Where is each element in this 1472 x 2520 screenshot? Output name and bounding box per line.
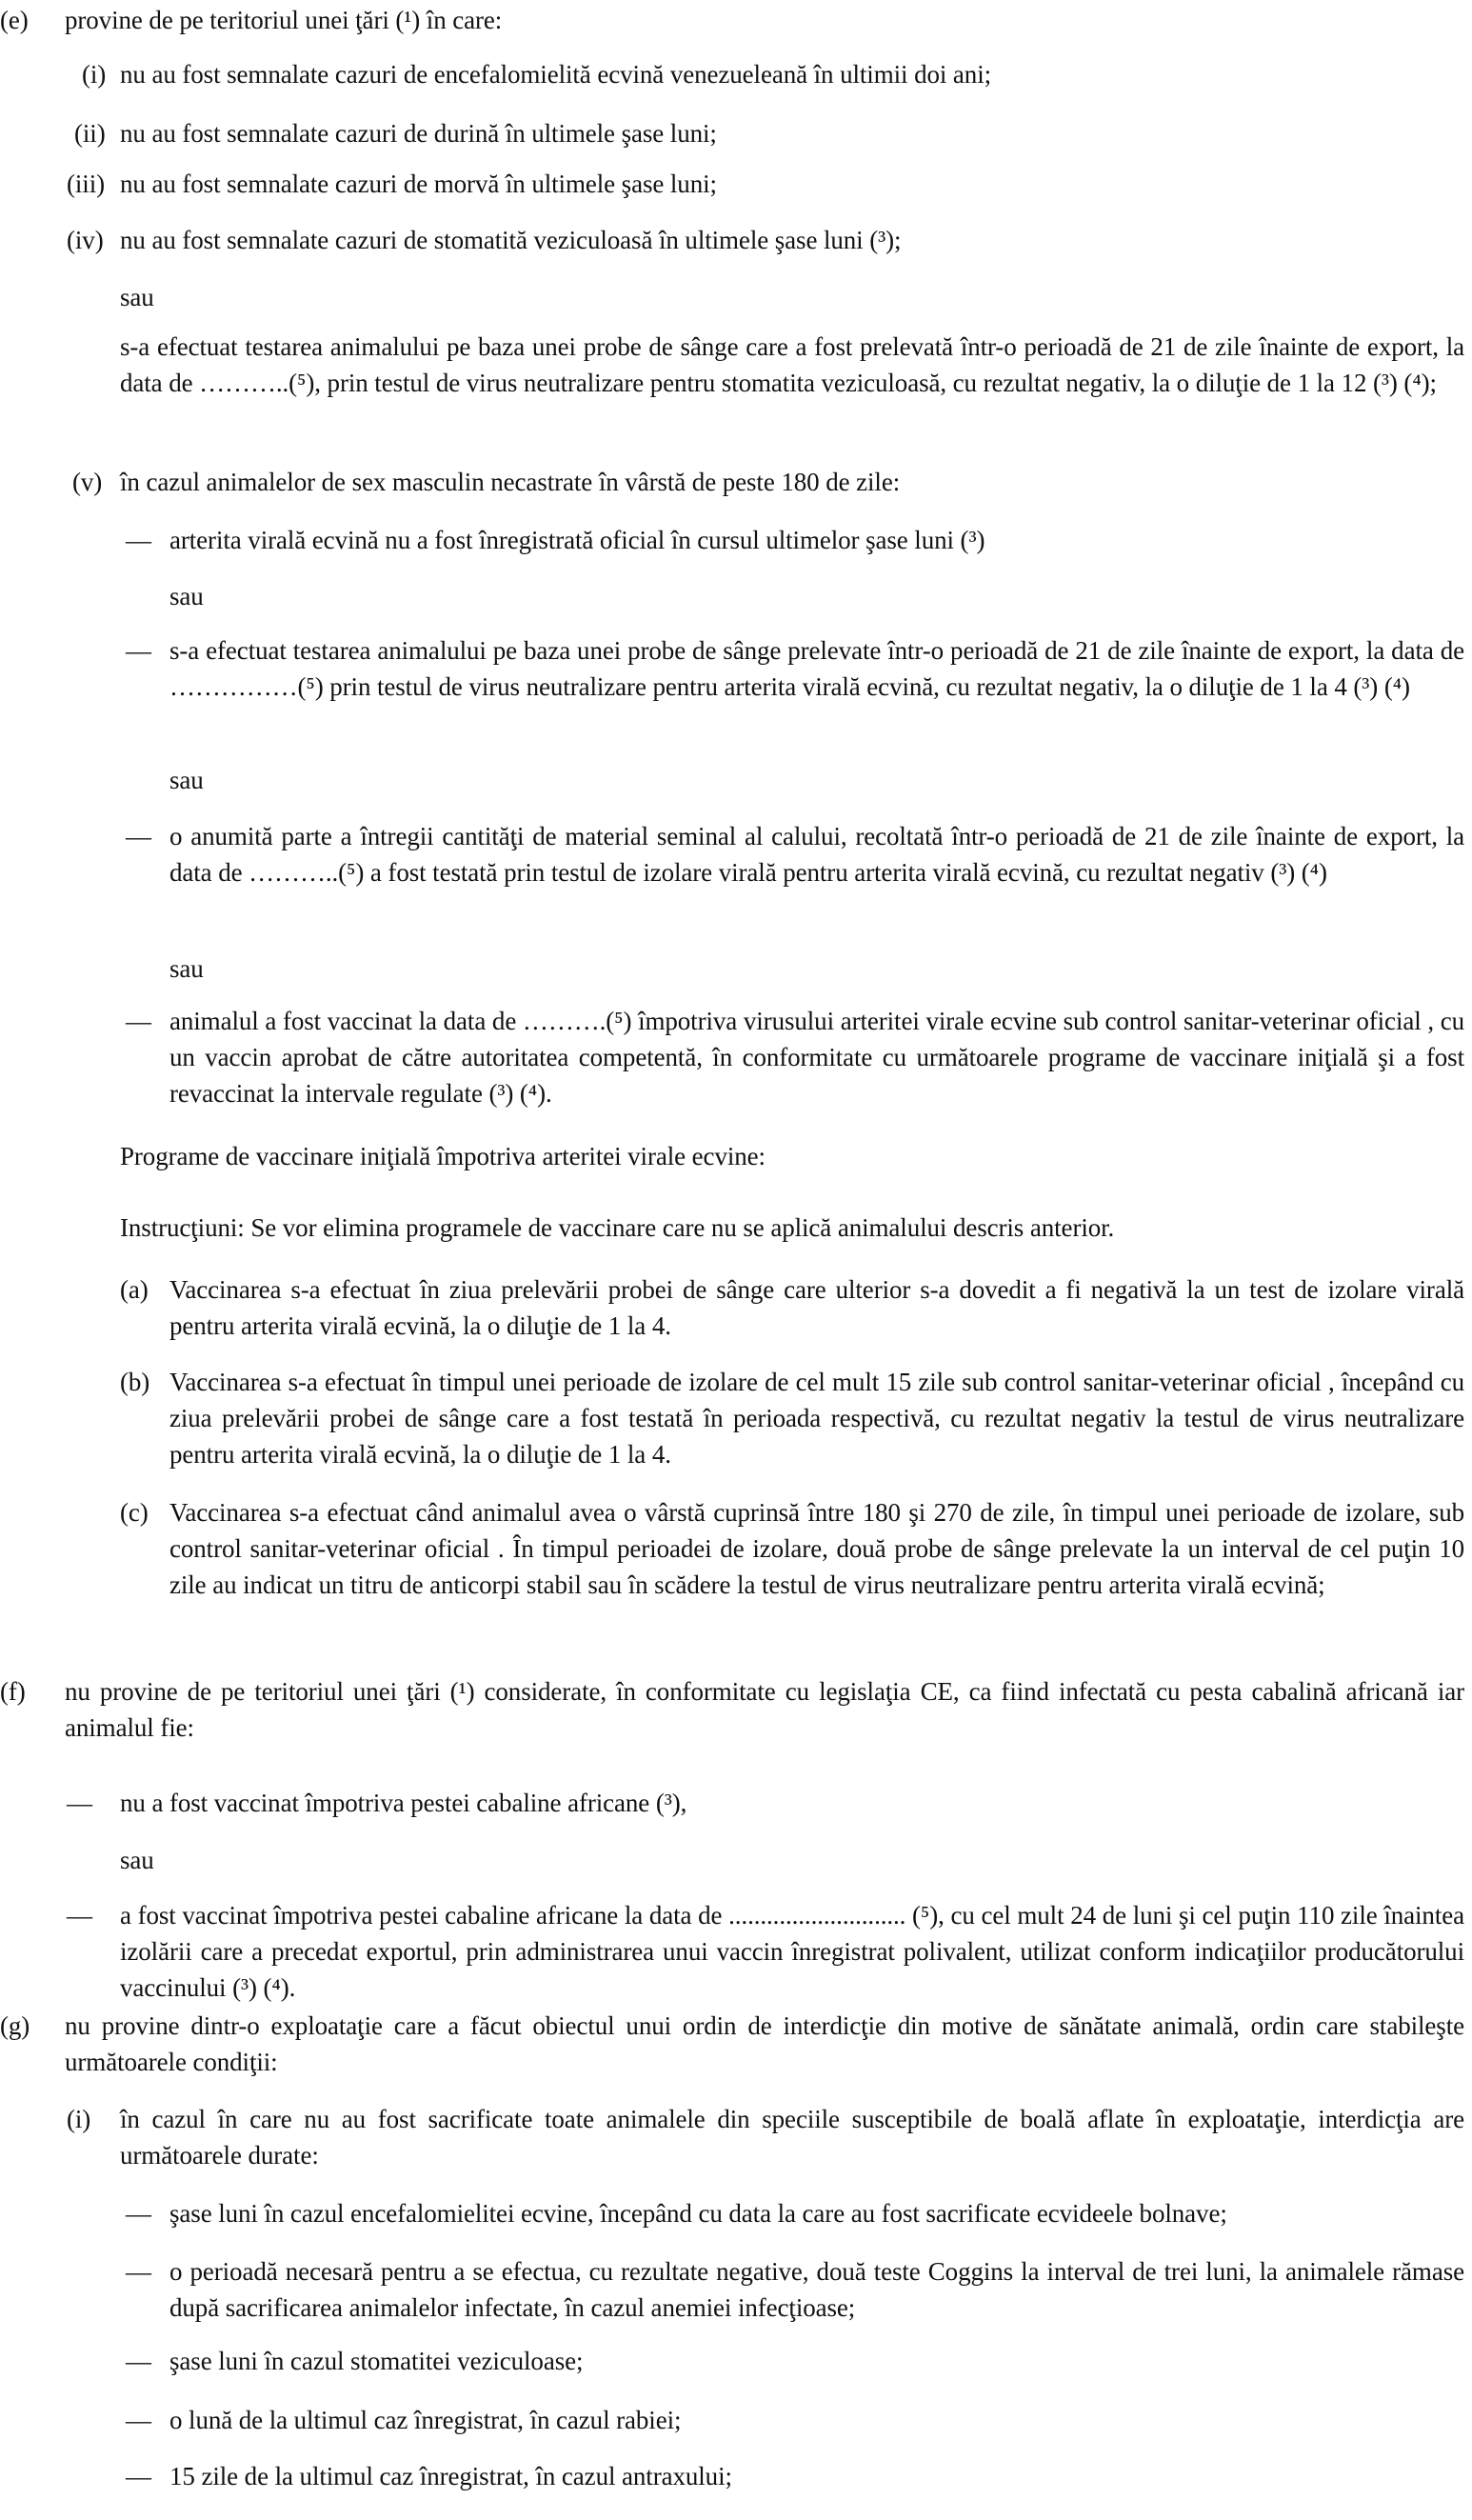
dash-bullet: — bbox=[126, 2406, 151, 2434]
sub-ii-text: nu au fost semnalate cazuri de durină în ultimele şase luni; bbox=[120, 119, 717, 148]
item-label-g: (g) bbox=[0, 2011, 30, 2040]
sub-i-text: în cazul în care nu au fost sacrificate toate animalele din speciile susceptibile de boală aflate în exploataţie, interdicţia are următoarele durate: bbox=[120, 2105, 1464, 2170]
sub-label-i: (i) bbox=[82, 60, 107, 89]
bullet-text: o perioadă necesară pentru a se efectua, cu rezultate negative, două teste Coggins la interval de trei luni, la animalele rămase după sacrificarea animalelor infectate, în cazul anemiei infecţioase; bbox=[169, 2257, 1464, 2322]
vaccination-programmes-heading: Programe de vaccinare iniţială împotriva arteritei virale ecvine: bbox=[120, 1142, 766, 1170]
dash-bullet: — bbox=[126, 1007, 151, 1035]
bullet-text: a fost vaccinat împotriva pestei cabaline africane la data de ............................ (⁵), cu cel mult 24 de luni şi cel puţin 110 zile înaintea izolării care a precedat exportul, prin administrarea unui vaccin înregistrat polivalent, utilizat conform indicaţiilor producătorului vaccinului (³) (⁴). bbox=[120, 1901, 1464, 2002]
bullet-text: şase luni în cazul encefalomielitei ecvine, începând cu data la care au fost sacrificate ecvideele bolnave; bbox=[169, 2199, 1227, 2228]
bullet-text: arterita virală ecvină nu a fost înregistrată oficial în cursul ultimelor şase luni (³) bbox=[169, 526, 985, 554]
sub-label-iv: (iv) bbox=[67, 226, 104, 254]
sub-iv-text: nu au fost semnalate cazuri de stomatită veziculoasă în ultimele şase luni (³); bbox=[120, 226, 902, 254]
programme-b-text: Vaccinarea s-a efectuat în timpul unei perioade de izolare de cel mult 15 zile sub control sanitar-veterinar oficial , începând cu ziua prelevării probei de sânge care a fost testată în perioada respectivă, cu rezultat negativ la testul de virus neutralizare pentru arterita virală ecvină, la o diluţie de 1 la 4. bbox=[169, 1368, 1464, 1469]
or-text: sau bbox=[169, 954, 204, 983]
sub-label-ii: (ii) bbox=[74, 119, 106, 148]
item-label-f: (f) bbox=[0, 1677, 26, 1706]
or-text: sau bbox=[169, 766, 204, 794]
dash-bullet: — bbox=[126, 636, 151, 665]
bullet-text: animalul a fost vaccinat la data de ……….(⁵) împotriva virusului arteritei virale ecvine sub control sanitar-veterinar oficial , cu un vaccin aprobat de către autoritatea competentă, în conformitate cu următoarele programe de vaccinare iniţială şi a fost revaccinat la intervale regulate (³) (⁴). bbox=[169, 1007, 1464, 1108]
sub-label-iii: (iii) bbox=[67, 170, 105, 198]
dash-bullet: — bbox=[126, 2199, 151, 2228]
dash-bullet: — bbox=[67, 1901, 92, 1930]
dash-bullet: — bbox=[126, 526, 151, 554]
bullet-text: 15 zile de la ultimul caz înregistrat, în cazul antraxului; bbox=[169, 2462, 732, 2490]
dash-bullet: — bbox=[126, 822, 151, 850]
bullet-text: nu a fost vaccinat împotriva pestei cabaline africane (³), bbox=[120, 1789, 687, 1817]
sub-iv-alt-text: s-a efectuat testarea animalului pe baza unei probe de sânge care a fost prelevată într-o perioadă de 21 de zile înainte de export, la data de ………..(⁵), prin testul de virus neutralizare pentru stomatita veziculoasă, cu rezultat negativ, la o diluţie de 1 la 12 (³) (⁴); bbox=[120, 332, 1464, 397]
bullet-text: s-a efectuat testarea animalului pe baza unei probe de sânge prelevate într-o perioadă de 21 de zile înainte de export, la data de ……………(⁵) prin testul de virus neutralizare pentru arterita virală ecvină, cu rezultat negativ, la o diluţie de 1 la 4 (³) (⁴) bbox=[169, 636, 1464, 701]
bullet-text: o lună de la ultimul caz înregistrat, în cazul rabiei; bbox=[169, 2406, 682, 2434]
sub-iii-text: nu au fost semnalate cazuri de morvă în ultimele şase luni; bbox=[120, 170, 717, 198]
sub-label-i: (i) bbox=[67, 2105, 91, 2133]
sub-label-v: (v) bbox=[72, 468, 103, 496]
item-e-text: provine de pe teritoriul unei ţări (¹) în care: bbox=[65, 6, 503, 34]
bullet-text: şase luni în cazul stomatitei veziculoase; bbox=[169, 2347, 584, 2375]
programme-label-c: (c) bbox=[120, 1498, 149, 1527]
dash-bullet: — bbox=[126, 2347, 151, 2375]
programme-a-text: Vaccinarea s-a efectuat în ziua prelevării probei de sânge care ulterior s-a dovedit a fi negativă la un test de izolare virală pentru arterita virală ecvină, la o diluţie de 1 la 4. bbox=[169, 1275, 1464, 1340]
programme-label-b: (b) bbox=[120, 1368, 150, 1396]
item-label-e: (e) bbox=[0, 6, 29, 34]
dash-bullet: — bbox=[126, 2462, 151, 2490]
bullet-text: o anumită parte a întregii cantităţi de material seminal al calului, recoltată într-o perioadă de 21 de zile înainte de export, la data de ………..(⁵) a fost testată prin testul de izolare virală pentru arterita virală ecvină, cu rezultat negativ (³) (⁴) bbox=[169, 822, 1464, 887]
or-text: sau bbox=[169, 582, 204, 610]
or-text: sau bbox=[120, 283, 154, 311]
programme-label-a: (a) bbox=[120, 1275, 149, 1304]
instructions-text: Instrucţiuni: Se vor elimina programele de vaccinare care nu se aplică animalului descris anterior. bbox=[120, 1213, 1115, 1242]
dash-bullet: — bbox=[126, 2257, 151, 2286]
dash-bullet: — bbox=[67, 1789, 92, 1817]
item-g-text: nu provine dintr-o exploataţie care a făcut obiectul unui ordin de interdicţie din motive de sănătate animală, ordin care stabileşte următoarele condiţii: bbox=[65, 2011, 1464, 2076]
item-f-text: nu provine de pe teritoriul unei ţări (¹) considerate, în conformitate cu legislaţia CE, ca fiind infectată cu pesta cabalină africană iar animalul fie: bbox=[65, 1677, 1464, 1742]
programme-c-text: Vaccinarea s-a efectuat când animalul avea o vârstă cuprinsă între 180 şi 270 de zile, în timpul unei perioade de izolare, sub control sanitar-veterinar oficial . În timpul perioadei de izolare, două probe de sânge prelevate la un interval de cel puţin 10 zile au indicat un titru de anticorpi stabil sau în scădere la testul de virus neutralizare pentru arterita virală ecvină; bbox=[169, 1498, 1464, 1599]
sub-v-text: în cazul animalelor de sex masculin necastrate în vârstă de peste 180 de zile: bbox=[120, 468, 901, 496]
or-text: sau bbox=[120, 1846, 154, 1874]
sub-i-text: nu au fost semnalate cazuri de encefalomielită ecvină venezueleană în ultimii doi ani; bbox=[120, 60, 992, 89]
